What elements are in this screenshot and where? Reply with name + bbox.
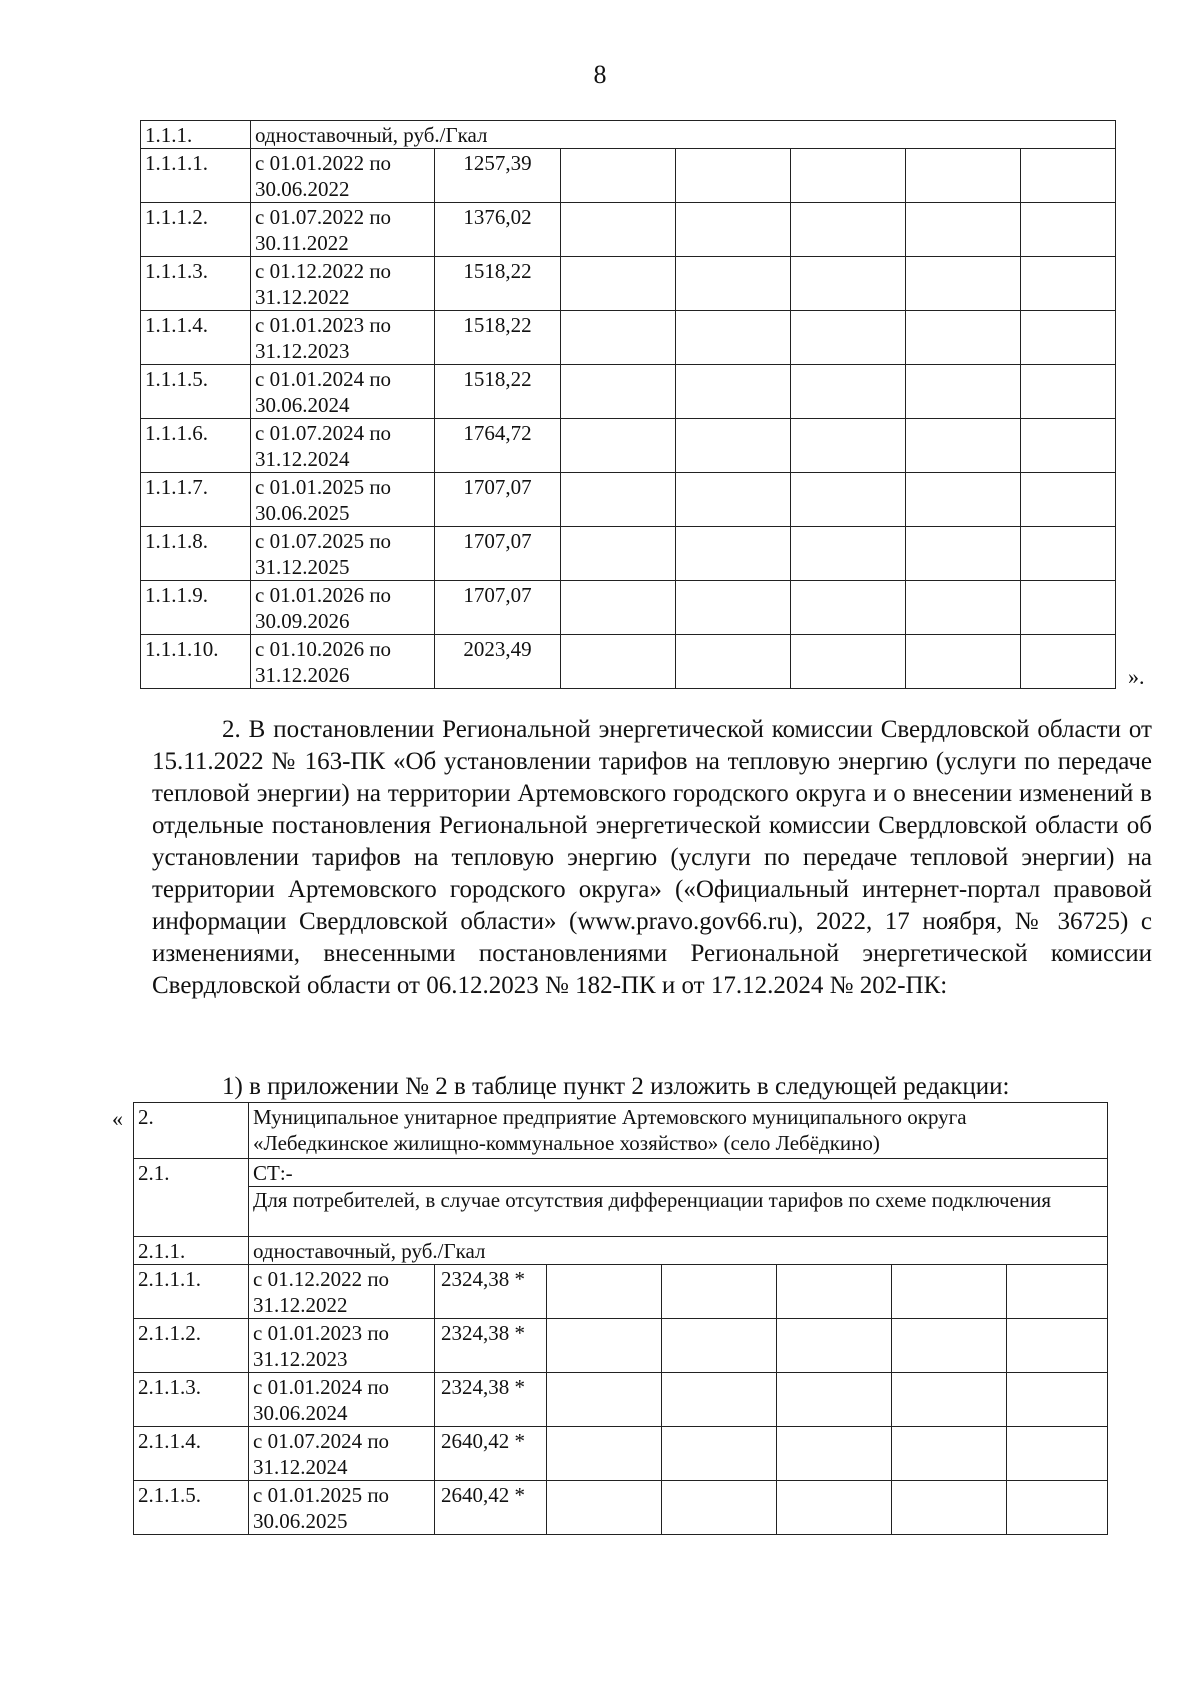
empty-cell <box>1021 473 1116 527</box>
row-number: 1.1.1.8. <box>141 527 251 581</box>
st-label: СТ:- <box>249 1159 1108 1187</box>
period-cell: с 01.12.2022 по 31.12.2022 <box>251 257 435 311</box>
tariff-value: 1764,72 <box>435 419 561 473</box>
empty-cell <box>791 527 906 581</box>
empty-cell <box>676 365 791 419</box>
tariff-value: 2640,42 * <box>435 1481 547 1535</box>
empty-cell <box>561 419 676 473</box>
table-row <box>141 473 1116 527</box>
tariff-value: 1376,02 <box>435 203 561 257</box>
empty-cell <box>1021 203 1116 257</box>
row-number: 2. <box>134 1103 249 1159</box>
tariff-value: 1707,07 <box>435 527 561 581</box>
row-number: 1.1.1. <box>141 121 251 149</box>
empty-cell <box>676 527 791 581</box>
empty-cell <box>906 419 1021 473</box>
period-cell: с 01.07.2024 по 31.12.2024 <box>251 419 435 473</box>
row-number: 2.1.1.1. <box>134 1265 249 1319</box>
empty-cell <box>1021 527 1116 581</box>
row-number: 2.1.1. <box>134 1237 249 1265</box>
table-row <box>141 527 1116 581</box>
table-row <box>141 635 1116 689</box>
empty-cell <box>892 1265 1007 1319</box>
table-row <box>141 257 1116 311</box>
empty-cell <box>547 1319 662 1373</box>
empty-cell <box>1021 149 1116 203</box>
consumers-label: Для потребителей, в случае отсутствия дифференциации тарифов по схеме подключения <box>249 1187 1108 1237</box>
row-number: 2.1.1.5. <box>134 1481 249 1535</box>
empty-cell <box>906 635 1021 689</box>
empty-cell <box>777 1481 892 1535</box>
empty-cell <box>777 1319 892 1373</box>
empty-cell <box>1021 311 1116 365</box>
table-row <box>134 1427 1108 1481</box>
paragraph-2: 2. В постановлении Региональной энергетической комиссии Свердловской области от 15.11.2022 № 163-ПК «Об установлении тарифов на тепловую энергию (услуги по передаче тепловой энергии) на территории Артемовского городского округа и о внесении изменений в отдельные постановления Региональной энергетической комиссии Свердловской области об установлении тарифов на тепловую энергию (услуги по передаче тепловой энергии) на территории Артемовского городского округа» («Официальный интернет-портал правовой информации Свердловской области» (www.pravo.gov66.ru), 2022, 17 ноября, № 36725) с изменениями, внесенными постановлениями Региональной энергетической комиссии Свердловской области от 06.12.2023 № 182-ПК и от 17.12.2024 № 202-ПК: <box>152 716 1152 999</box>
empty-cell <box>676 581 791 635</box>
empty-cell <box>676 419 791 473</box>
row-number: 2.1.1.3. <box>134 1373 249 1427</box>
closing-quote: ». <box>1128 664 1145 689</box>
empty-cell <box>892 1427 1007 1481</box>
organization-name: Муниципальное унитарное предприятие Артемовского муниципального округа «Лебедкинское жилищно-коммунальное хозяйство» (село Лебёдкино) <box>249 1103 1108 1159</box>
empty-cell <box>892 1481 1007 1535</box>
empty-cell <box>791 581 906 635</box>
tariff-value: 1518,22 <box>435 311 561 365</box>
tariff-value: 2640,42 * <box>435 1427 547 1481</box>
empty-cell <box>906 149 1021 203</box>
empty-cell <box>906 581 1021 635</box>
empty-cell <box>662 1427 777 1481</box>
empty-cell <box>547 1427 662 1481</box>
tariff-type-label: одноставочный, руб./Гкал <box>249 1237 1108 1265</box>
empty-cell <box>662 1373 777 1427</box>
empty-cell <box>1007 1481 1108 1535</box>
empty-cell <box>1021 365 1116 419</box>
table-row <box>141 311 1116 365</box>
empty-cell <box>906 473 1021 527</box>
empty-cell <box>561 527 676 581</box>
table-row <box>141 203 1116 257</box>
empty-cell <box>561 365 676 419</box>
empty-cell <box>1021 419 1116 473</box>
empty-cell <box>1007 1427 1108 1481</box>
row-number: 2.1.1.4. <box>134 1427 249 1481</box>
empty-cell <box>547 1265 662 1319</box>
tariff-table-1 <box>140 120 1116 689</box>
page-number: 8 <box>593 60 607 89</box>
empty-cell <box>906 203 1021 257</box>
empty-cell <box>547 1373 662 1427</box>
empty-cell <box>676 635 791 689</box>
tariff-value: 2023,49 <box>435 635 561 689</box>
row-number: 2.1.1.2. <box>134 1319 249 1373</box>
tariff-value: 1707,07 <box>435 473 561 527</box>
period-cell: с 01.07.2024 по 31.12.2024 <box>249 1427 435 1481</box>
row-number: 1.1.1.5. <box>141 365 251 419</box>
row-number: 2.1. <box>134 1159 249 1237</box>
empty-cell <box>662 1319 777 1373</box>
empty-cell <box>676 203 791 257</box>
period-cell: с 01.01.2023 по 31.12.2023 <box>251 311 435 365</box>
table-row <box>134 1481 1108 1535</box>
empty-cell <box>791 365 906 419</box>
period-cell: с 01.01.2022 по 30.06.2022 <box>251 149 435 203</box>
empty-cell <box>1007 1319 1108 1373</box>
row-number: 1.1.1.7. <box>141 473 251 527</box>
period-cell: с 01.01.2026 по 30.09.2026 <box>251 581 435 635</box>
row-number: 1.1.1.1. <box>141 149 251 203</box>
empty-cell <box>561 635 676 689</box>
period-cell: с 01.01.2025 по 30.06.2025 <box>251 473 435 527</box>
empty-cell <box>906 365 1021 419</box>
empty-cell <box>791 257 906 311</box>
empty-cell <box>791 419 906 473</box>
period-cell: с 01.10.2026 по 31.12.2026 <box>251 635 435 689</box>
tariff-value: 1518,22 <box>435 257 561 311</box>
empty-cell <box>777 1427 892 1481</box>
row-number: 1.1.1.6. <box>141 419 251 473</box>
empty-cell <box>561 257 676 311</box>
empty-cell <box>676 473 791 527</box>
tariff-type-label: одноставочный, руб./Гкал <box>251 121 1116 149</box>
empty-cell <box>892 1319 1007 1373</box>
opening-quote: « <box>112 1106 123 1131</box>
paragraph-3: 1) в приложении № 2 в таблице пункт 2 изложить в следующей редакции: <box>222 1073 1010 1100</box>
empty-cell <box>906 257 1021 311</box>
row-number: 1.1.1.2. <box>141 203 251 257</box>
tariff-table-2 <box>133 1102 1108 1535</box>
empty-cell <box>1021 635 1116 689</box>
empty-cell <box>561 203 676 257</box>
period-cell: с 01.12.2022 по 31.12.2022 <box>249 1265 435 1319</box>
row-number: 1.1.1.9. <box>141 581 251 635</box>
empty-cell <box>561 311 676 365</box>
period-cell: с 01.01.2024 по 30.06.2024 <box>251 365 435 419</box>
empty-cell <box>892 1373 1007 1427</box>
table-row <box>141 581 1116 635</box>
row-number: 1.1.1.4. <box>141 311 251 365</box>
period-cell: с 01.07.2025 по 31.12.2025 <box>251 527 435 581</box>
row-number: 1.1.1.3. <box>141 257 251 311</box>
empty-cell <box>791 311 906 365</box>
empty-cell <box>662 1481 777 1535</box>
empty-cell <box>676 257 791 311</box>
empty-cell <box>561 581 676 635</box>
tariff-value: 1707,07 <box>435 581 561 635</box>
period-cell: с 01.07.2022 по 30.11.2022 <box>251 203 435 257</box>
empty-cell <box>676 149 791 203</box>
empty-cell <box>791 635 906 689</box>
tariff-value: 1257,39 <box>435 149 561 203</box>
empty-cell <box>561 149 676 203</box>
table-row <box>134 1373 1108 1427</box>
table-row <box>134 1319 1108 1373</box>
empty-cell <box>1007 1265 1108 1319</box>
empty-cell <box>547 1481 662 1535</box>
empty-cell <box>777 1373 892 1427</box>
empty-cell <box>662 1265 777 1319</box>
table-row <box>141 419 1116 473</box>
period-cell: с 01.01.2023 по 31.12.2023 <box>249 1319 435 1373</box>
empty-cell <box>561 473 676 527</box>
empty-cell <box>791 203 906 257</box>
period-cell: с 01.01.2024 по 30.06.2024 <box>249 1373 435 1427</box>
empty-cell <box>1007 1373 1108 1427</box>
empty-cell <box>777 1265 892 1319</box>
tariff-value: 2324,38 * <box>435 1373 547 1427</box>
empty-cell <box>906 527 1021 581</box>
tariff-value: 2324,38 * <box>435 1319 547 1373</box>
empty-cell <box>906 311 1021 365</box>
row-number: 1.1.1.10. <box>141 635 251 689</box>
tariff-value: 1518,22 <box>435 365 561 419</box>
empty-cell <box>791 149 906 203</box>
empty-cell <box>1021 581 1116 635</box>
table-row <box>134 1265 1108 1319</box>
table-row <box>141 149 1116 203</box>
empty-cell <box>1021 257 1116 311</box>
table-row <box>141 365 1116 419</box>
tariff-value: 2324,38 * <box>435 1265 547 1319</box>
empty-cell <box>676 311 791 365</box>
empty-cell <box>791 473 906 527</box>
period-cell: с 01.01.2025 по 30.06.2025 <box>249 1481 435 1535</box>
